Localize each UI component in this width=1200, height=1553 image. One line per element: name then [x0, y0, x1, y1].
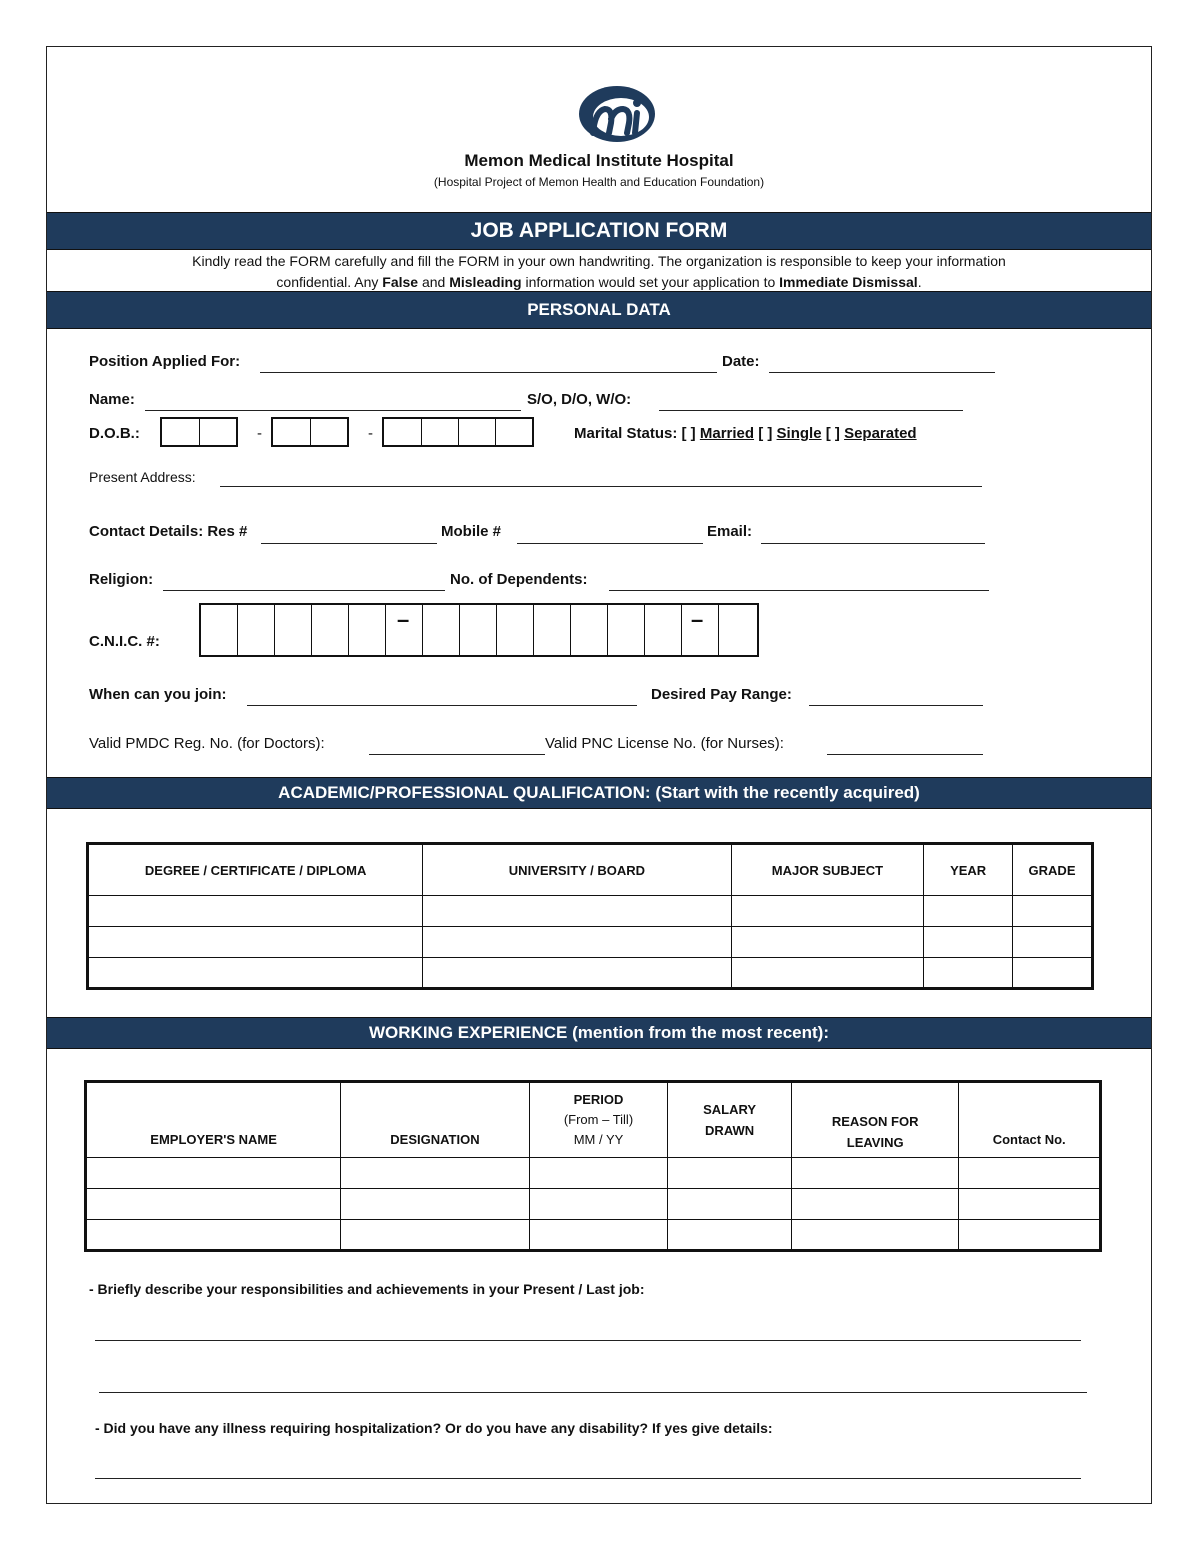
responsibilities-line-2[interactable]: [99, 1392, 1087, 1393]
table-row[interactable]: [86, 1220, 1101, 1251]
dob-year-box[interactable]: [382, 417, 534, 447]
col-reason: REASON FOR LEAVING: [791, 1082, 958, 1158]
table-row[interactable]: [88, 896, 1093, 927]
org-name: Memon Medical Institute Hospital: [464, 151, 734, 170]
col-salary: SALARY DRAWN: [668, 1082, 792, 1158]
col-employer: EMPLOYER'S NAME: [86, 1082, 341, 1158]
separated-option[interactable]: Separated: [844, 425, 917, 442]
col-period: PERIOD (From – Till) MM / YY: [529, 1082, 668, 1158]
table-row[interactable]: [86, 1189, 1101, 1220]
contact-label: Contact Details: Res #: [89, 523, 248, 540]
position-field[interactable]: [260, 372, 717, 373]
mobile-field[interactable]: [517, 543, 703, 544]
responsibilities-line-1[interactable]: [95, 1340, 1081, 1341]
dependents-label: No. of Dependents:: [450, 571, 588, 588]
responsibilities-question: - Briefly describe your responsibilities and achievements in your Present / Last job:: [89, 1281, 645, 1297]
table-row[interactable]: [88, 927, 1093, 958]
position-label: Position Applied For:: [89, 353, 241, 370]
academic-table: [86, 842, 1094, 990]
table-row[interactable]: [86, 1158, 1101, 1189]
personal-data-header: PERSONAL DATA: [47, 291, 1151, 329]
marital-status: Marital Status: [ ] Married [ ] Single [ ] Separated: [574, 425, 917, 442]
experience-table: [84, 1080, 1102, 1252]
col-major: MAJOR SUBJECT: [731, 844, 924, 896]
pmdc-field[interactable]: [369, 754, 545, 755]
org-subtitle: (Hospital Project of Memon Health and Education Foundation): [433, 175, 765, 189]
intro-text: Kindly read the FORM carefully and fill the FORM in your own handwriting. The organization is responsible to keep your information confidential. Any False and Misleading information would set your application to Immediate Dismissal.: [192, 253, 1006, 290]
academic-header: ACADEMIC/PROFESSIONAL QUALIFICATION: (Start with the recently acquired): [47, 777, 1151, 809]
col-grade: GRADE: [1013, 844, 1093, 896]
join-field[interactable]: [247, 705, 637, 706]
illness-question: - Did you have any illness requiring hospitalization? Or do you have any disability? If yes give details:: [95, 1420, 773, 1436]
pmdc-label: Valid PMDC Reg. No. (for Doctors):: [89, 735, 325, 752]
mobile-label: Mobile #: [441, 523, 502, 540]
single-option[interactable]: Single: [776, 425, 822, 442]
pay-field[interactable]: [809, 705, 983, 706]
col-university: UNIVERSITY / BOARD: [423, 844, 731, 896]
religion-field[interactable]: [163, 590, 445, 591]
cnic-dash-2: –: [691, 607, 704, 632]
dob-label: D.O.B.:: [89, 425, 140, 442]
col-degree: DEGREE / CERTIFICATE / DIPLOMA: [88, 844, 423, 896]
col-contact: Contact No.: [959, 1082, 1101, 1158]
col-year: YEAR: [924, 844, 1013, 896]
relation-label: S/O, D/O, W/O:: [527, 391, 632, 408]
pnc-label: Valid PNC License No. (for Nurses):: [545, 735, 784, 752]
religion-label: Religion:: [89, 571, 154, 588]
dob-day-box[interactable]: [160, 417, 238, 447]
email-field[interactable]: [761, 543, 985, 544]
relation-field[interactable]: [659, 410, 963, 411]
col-designation: DESIGNATION: [341, 1082, 530, 1158]
name-field[interactable]: [145, 410, 521, 411]
join-label: When can you join:: [89, 686, 227, 703]
form-title: JOB APPLICATION FORM: [47, 212, 1151, 250]
cnic-dash-1: –: [397, 607, 410, 632]
address-label: Present Address:: [89, 469, 196, 485]
hospital-logo: [575, 83, 659, 145]
illness-line[interactable]: [95, 1478, 1081, 1479]
email-label: Email:: [707, 523, 753, 540]
experience-header: WORKING EXPERIENCE (mention from the most recent):: [47, 1017, 1151, 1049]
cnic-label: C.N.I.C. #:: [89, 633, 160, 650]
married-option[interactable]: Married: [699, 425, 755, 442]
application-form-page: [46, 46, 1152, 1504]
cnic-boxes[interactable]: [199, 603, 759, 657]
dob-dash-1: -: [257, 425, 262, 442]
address-field[interactable]: [220, 486, 982, 487]
dependents-field[interactable]: [609, 590, 989, 591]
date-label: Date:: [722, 353, 760, 370]
date-field[interactable]: [769, 372, 995, 373]
pay-label: Desired Pay Range:: [651, 686, 792, 703]
dob-month-box[interactable]: [271, 417, 349, 447]
name-label: Name:: [89, 391, 135, 408]
res-phone-field[interactable]: [261, 543, 437, 544]
dob-dash-2: -: [368, 425, 373, 442]
pnc-field[interactable]: [827, 754, 983, 755]
table-row[interactable]: [88, 958, 1093, 989]
